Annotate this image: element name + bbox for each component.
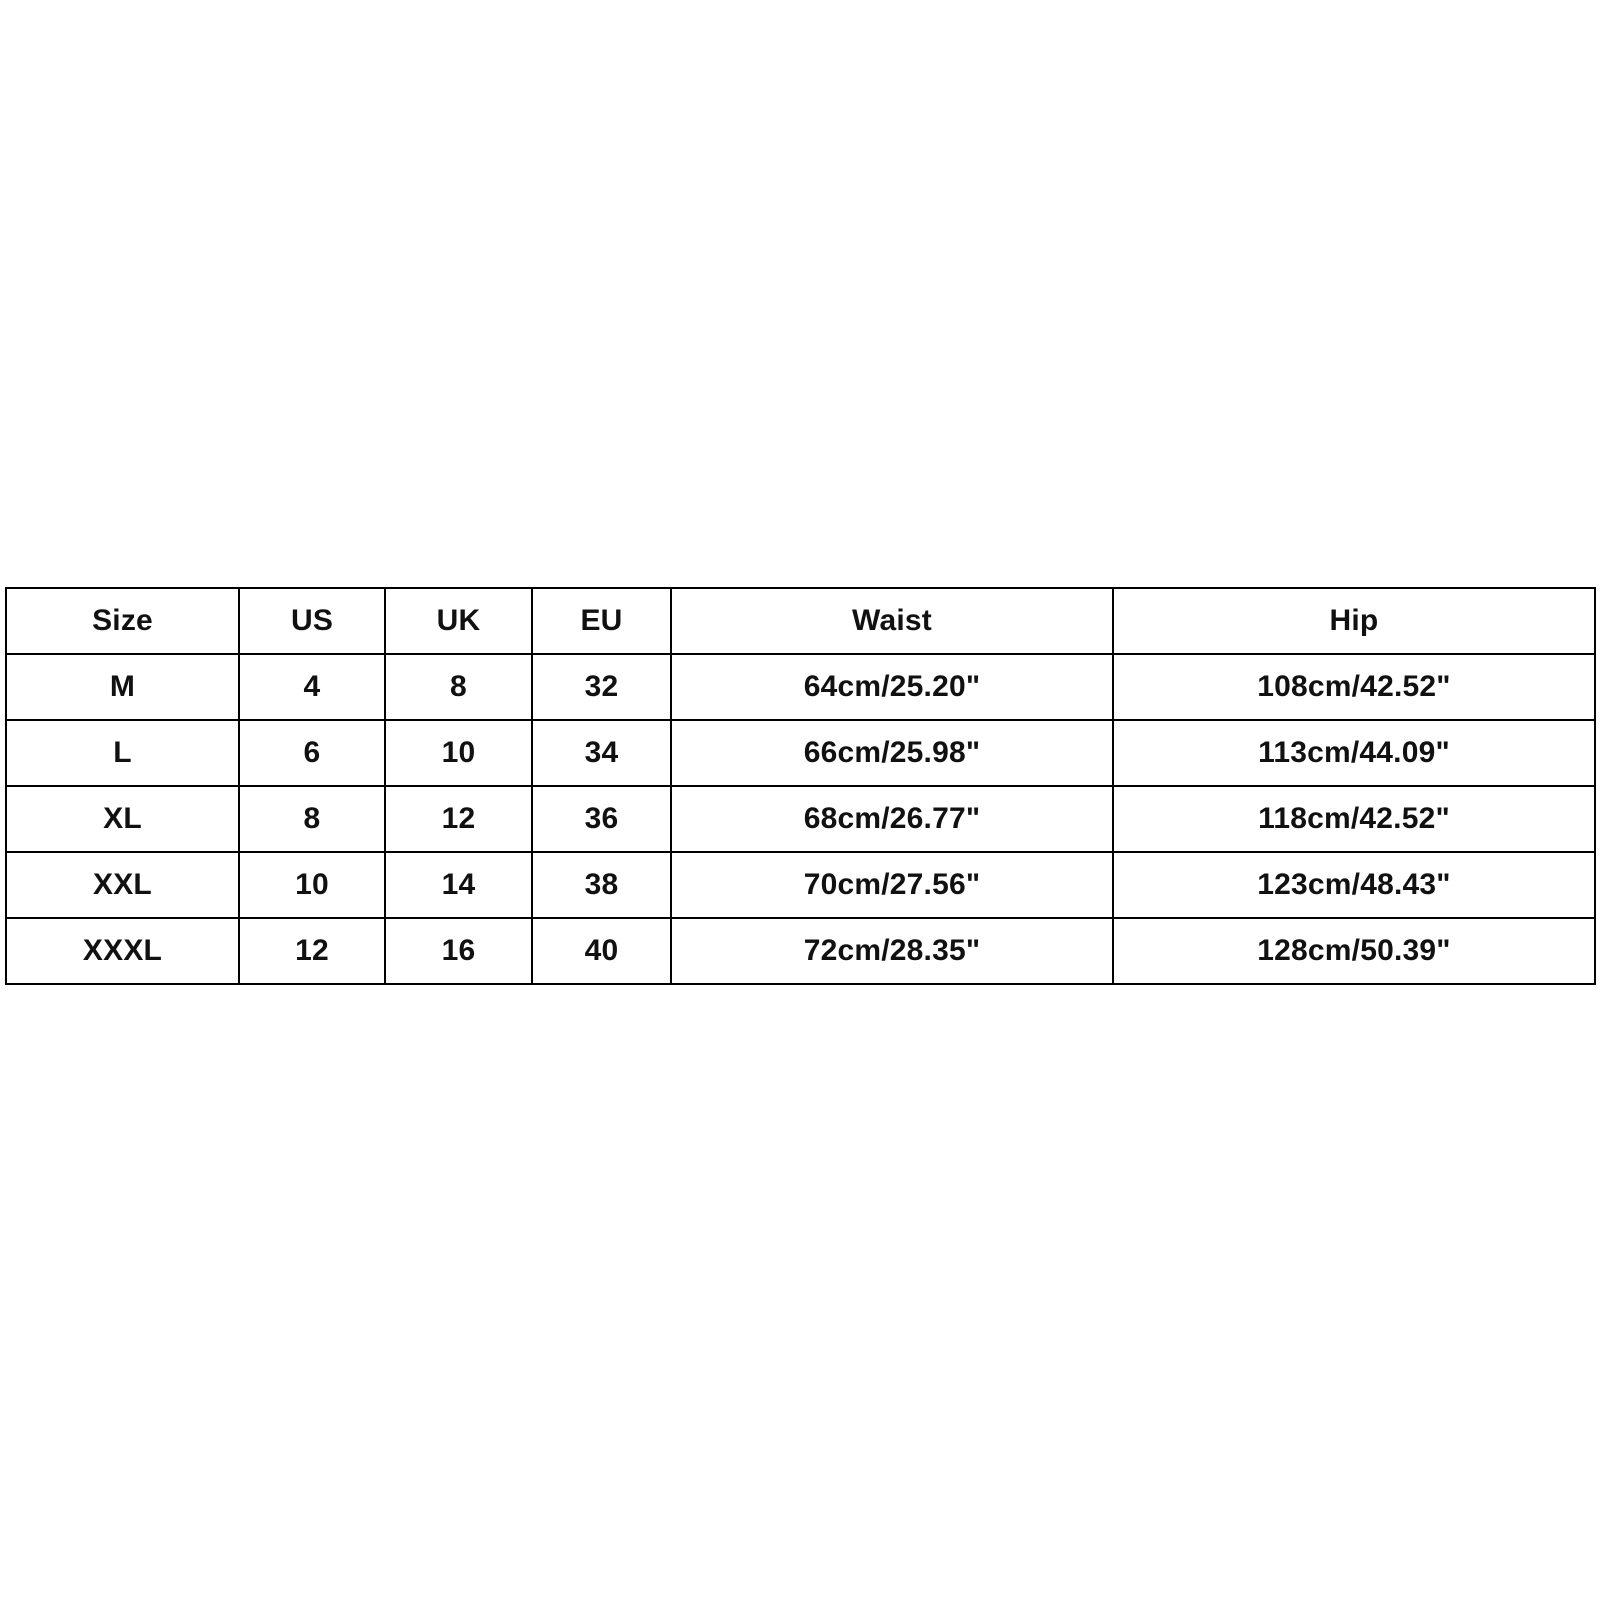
header-row [6, 588, 1595, 654]
cell-size: XXL [6, 852, 239, 918]
cell-us: 6 [239, 720, 385, 786]
cell-us: 10 [239, 852, 385, 918]
table-row [6, 654, 1595, 720]
cell-uk: 8 [385, 654, 532, 720]
cell-uk: 16 [385, 918, 532, 984]
table-row [6, 720, 1595, 786]
cell-us: 8 [239, 786, 385, 852]
cell-uk: 10 [385, 720, 532, 786]
cell-waist: 72cm/28.35" [671, 918, 1113, 984]
cell-hip: 113cm/44.09" [1113, 720, 1595, 786]
table-row [6, 852, 1595, 918]
cell-size: XL [6, 786, 239, 852]
cell-size: M [6, 654, 239, 720]
cell-waist: 66cm/25.98" [671, 720, 1113, 786]
cell-eu: 40 [532, 918, 671, 984]
header-us: US [239, 588, 385, 654]
cell-size: L [6, 720, 239, 786]
cell-eu: 34 [532, 720, 671, 786]
size-chart-table [5, 587, 1596, 985]
header-size: Size [6, 588, 239, 654]
cell-hip: 108cm/42.52" [1113, 654, 1595, 720]
cell-hip: 128cm/50.39" [1113, 918, 1595, 984]
cell-eu: 38 [532, 852, 671, 918]
cell-hip: 118cm/42.52" [1113, 786, 1595, 852]
cell-uk: 12 [385, 786, 532, 852]
table-row [6, 918, 1595, 984]
cell-waist: 70cm/27.56" [671, 852, 1113, 918]
cell-eu: 36 [532, 786, 671, 852]
cell-us: 4 [239, 654, 385, 720]
cell-us: 12 [239, 918, 385, 984]
header-uk: UK [385, 588, 532, 654]
cell-size: XXXL [6, 918, 239, 984]
table-row [6, 786, 1595, 852]
cell-hip: 123cm/48.43" [1113, 852, 1595, 918]
header-eu: EU [532, 588, 671, 654]
header-hip: Hip [1113, 588, 1595, 654]
cell-eu: 32 [532, 654, 671, 720]
header-waist: Waist [671, 588, 1113, 654]
cell-waist: 68cm/26.77" [671, 786, 1113, 852]
cell-waist: 64cm/25.20" [671, 654, 1113, 720]
cell-uk: 14 [385, 852, 532, 918]
